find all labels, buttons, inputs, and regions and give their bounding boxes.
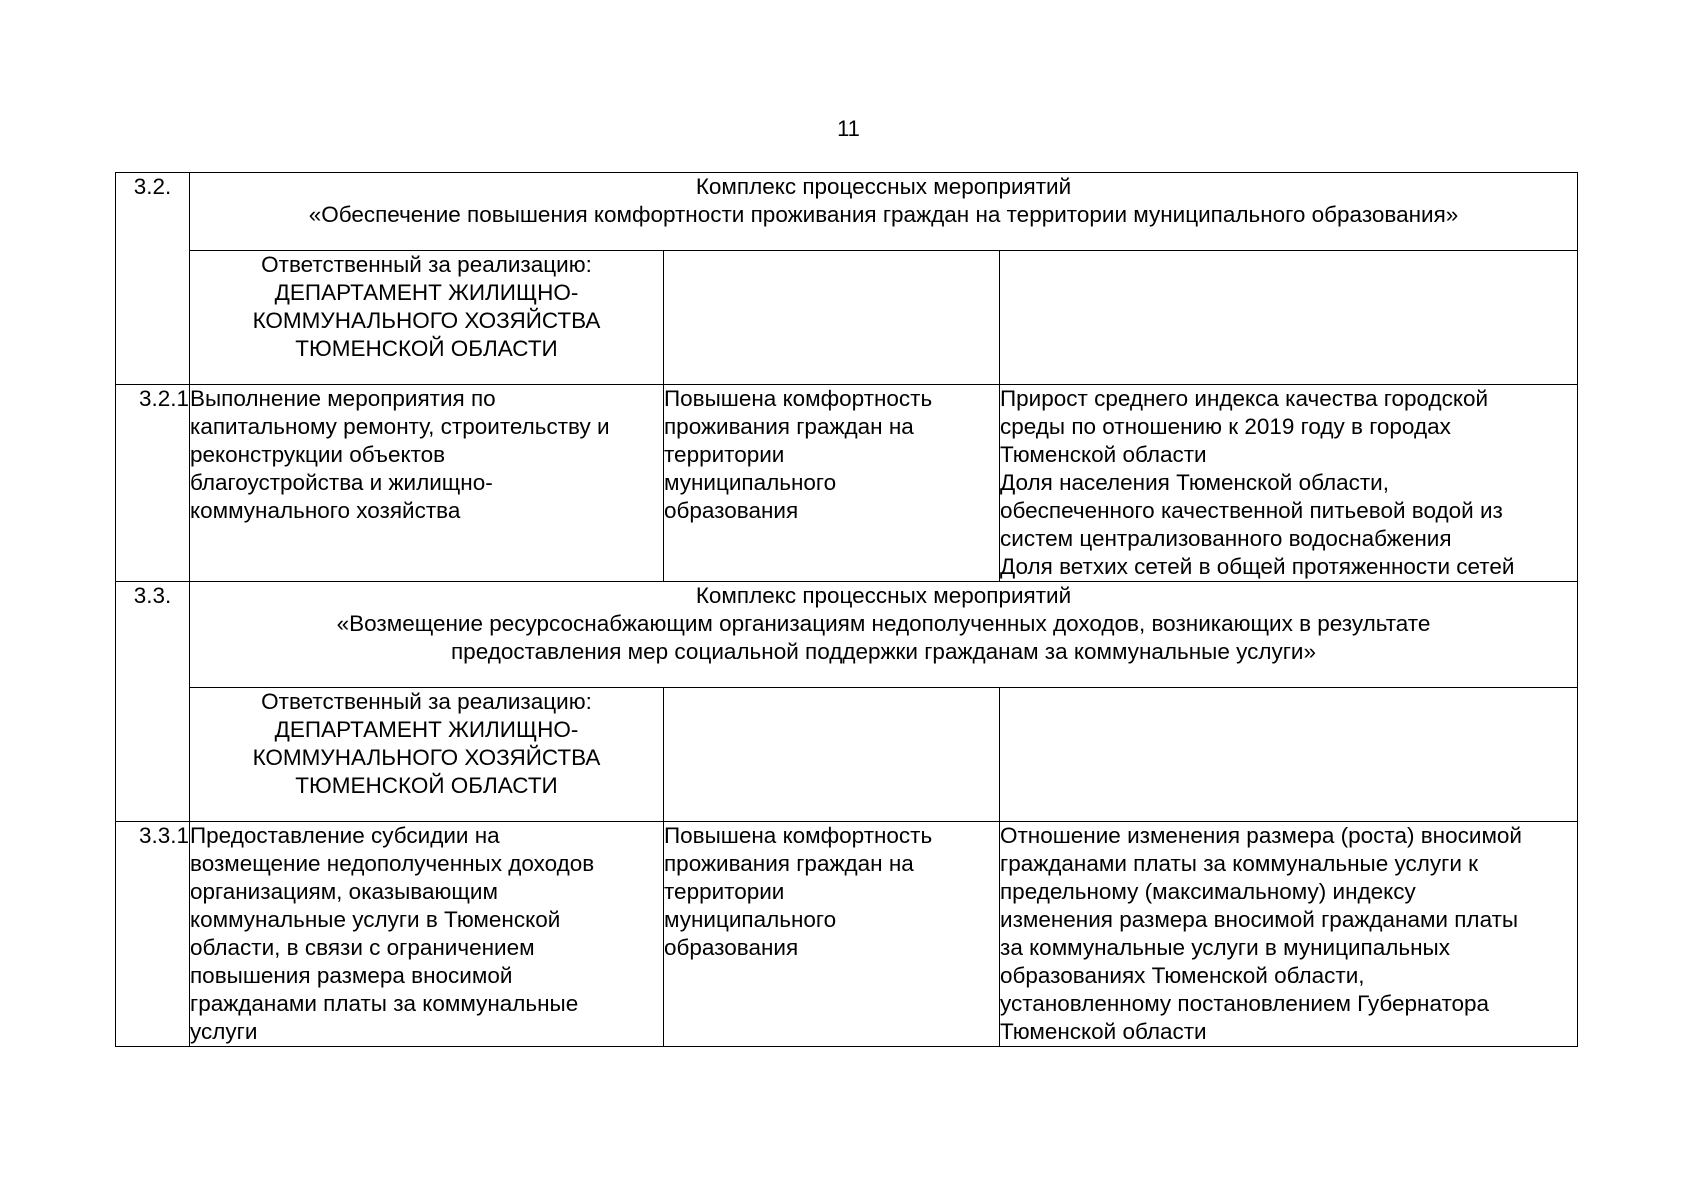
task-cell <box>190 822 664 1047</box>
responsible-line: ДЕПАРТАМЕНТ ЖИЛИЩНО- <box>274 280 579 305</box>
indicator-cell <box>1000 385 1578 582</box>
indicator-line: Отношение изменения размера (роста) вносимой <box>1000 823 1522 848</box>
result-line: образования <box>664 498 799 523</box>
responsible-line: КОММУНАЛЬНОГО ХОЗЯЙСТВА <box>252 745 601 770</box>
responsible-cell <box>190 251 664 385</box>
responsible-line: ТЮМЕНСКОЙ ОБЛАСТИ <box>295 773 558 798</box>
indicator-line: Прирост среднего индекса качества городской <box>1000 386 1489 411</box>
complex-title-line: предоставления мер социальной поддержки гражданам за коммунальные услуги» <box>451 639 1317 664</box>
complex-title <box>190 582 1578 688</box>
complex-number: 3.2. <box>116 173 190 385</box>
empty-cell <box>664 251 1000 385</box>
task-line: гражданами платы за коммунальные <box>190 991 579 1016</box>
item-row <box>116 385 1578 582</box>
indicator-line: Доля населения Тюменской области, <box>1000 470 1389 495</box>
task-line: услуги <box>190 1019 258 1044</box>
indicator-line: изменения размера вносимой гражданами платы <box>1000 907 1519 932</box>
indicator-line: Доля ветхих сетей в общей протяженности сетей <box>1000 554 1515 579</box>
item-number: 3.2.1 <box>116 385 190 582</box>
result-cell <box>664 385 1000 582</box>
indicator-line: образованиях Тюменской области, <box>1000 963 1365 988</box>
task-line: повышения размера вносимой <box>190 963 513 988</box>
indicator-line: гражданами платы за коммунальные услуги к <box>1000 851 1478 876</box>
responsible-cell <box>190 688 664 822</box>
task-line: организациям, оказывающим <box>190 879 498 904</box>
result-line: проживания граждан на <box>664 414 914 439</box>
complex-number: 3.3. <box>116 582 190 822</box>
complex-title-line: Комплекс процессных мероприятий <box>695 174 1072 199</box>
complex-header-row <box>116 582 1578 688</box>
item-row <box>116 822 1578 1047</box>
result-cell <box>664 822 1000 1047</box>
complex-title <box>190 173 1578 251</box>
complex-header-row <box>116 173 1578 251</box>
complex-title-line: «Обеспечение повышения комфортности проживания граждан на территории муниципального образования» <box>308 202 1459 227</box>
result-line: Повышена комфортность <box>664 823 933 848</box>
responsible-line: ДЕПАРТАМЕНТ ЖИЛИЩНО- <box>274 717 579 742</box>
result-line: образования <box>664 935 799 960</box>
result-line: Повышена комфортность <box>664 386 933 411</box>
task-line: Предоставление субсидии на <box>190 823 500 848</box>
task-line: Выполнение мероприятия по <box>190 386 496 411</box>
task-cell <box>190 385 664 582</box>
indicator-line: установленному постановлением Губернатора <box>1000 991 1490 1016</box>
indicator-line: обеспеченного качественной питьевой водой из <box>1000 498 1503 523</box>
empty-cell <box>664 688 1000 822</box>
result-line: территории <box>664 879 785 904</box>
complex-title-line: Комплекс процессных мероприятий <box>695 583 1072 608</box>
item-number: 3.3.1 <box>116 822 190 1047</box>
indicator-line: за коммунальные услуги в муниципальных <box>1000 935 1450 960</box>
empty-cell <box>1000 251 1578 385</box>
program-table <box>115 172 1578 1047</box>
task-line: коммунального хозяйства <box>190 498 461 523</box>
complex-title-line: «Возмещение ресурсоснабжающим организациям недополученных доходов, возникающих в результате <box>336 611 1431 636</box>
responsible-row <box>116 688 1578 822</box>
indicator-line: предельному (максимальному) индексу <box>1000 879 1416 904</box>
page-number: 11 <box>837 116 860 141</box>
indicator-cell <box>1000 822 1578 1047</box>
task-line: реконструкции объектов <box>190 442 446 467</box>
indicator-line: среды по отношению к 2019 году в городах <box>1000 414 1451 439</box>
task-line: возмещение недополученных доходов <box>190 851 595 876</box>
responsible-line: Ответственный за реализацию: <box>261 689 592 714</box>
task-line: области, в связи с ограничением <box>190 935 535 960</box>
empty-cell <box>1000 688 1578 822</box>
result-line: муниципального <box>664 907 837 932</box>
responsible-line: КОММУНАЛЬНОГО ХОЗЯЙСТВА <box>252 308 601 333</box>
task-line: капитальному ремонту, строительству и <box>190 414 610 439</box>
indicator-line: Тюменской области <box>1000 1019 1207 1044</box>
result-line: проживания граждан на <box>664 851 914 876</box>
responsible-row <box>116 251 1578 385</box>
task-line: коммунальные услуги в Тюменской <box>190 907 561 932</box>
responsible-line: ТЮМЕНСКОЙ ОБЛАСТИ <box>295 336 558 361</box>
indicator-line: Тюменской области <box>1000 442 1207 467</box>
responsible-line: Ответственный за реализацию: <box>261 252 592 277</box>
task-line: благоустройства и жилищно- <box>190 470 493 495</box>
result-line: муниципального <box>664 470 837 495</box>
result-line: территории <box>664 442 785 467</box>
indicator-line: систем централизованного водоснабжения <box>1000 526 1452 551</box>
